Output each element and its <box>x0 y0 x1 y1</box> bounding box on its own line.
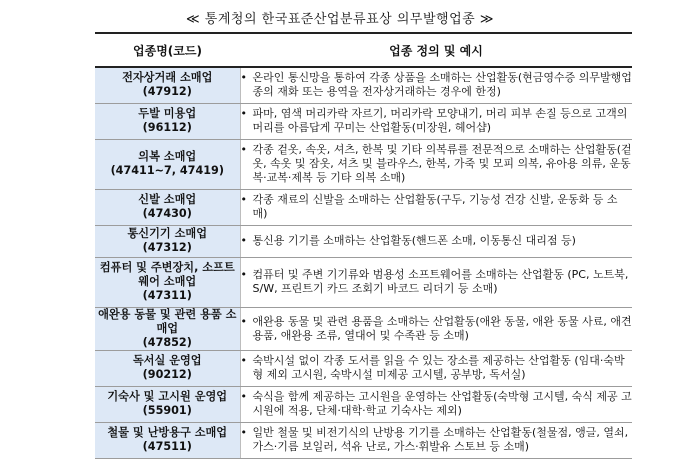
code-cell <box>95 307 240 350</box>
industry-description: 파마, 염색 머리카락 자르기, 머리카락 모양내기, 머리 피부 손질 등으로 고객의 머리를 아름답게 꾸미는 산업활동(미장원, 헤어샵) <box>252 107 628 134</box>
industry-description: 애완용 동물 및 관련 용품을 소매하는 산업활동(애완 동물, 애완 동물 사료, 애견 용품, 애완용 조류, 열대어 및 수족관 등 소매) <box>252 314 632 342</box>
header-code: 업종명(코드) <box>95 33 240 67</box>
code-cell <box>95 189 240 225</box>
industry-code: (47430) <box>142 207 192 220</box>
table-row <box>95 307 632 350</box>
desc-cell <box>240 422 632 458</box>
page-title: ≪ 통계청의 한국표준산업분류표상 의무발행업종 ≫ <box>186 12 494 27</box>
table-row <box>95 225 632 257</box>
desc-cell <box>240 307 632 350</box>
bullet-icon: • <box>240 314 247 328</box>
bullet-icon: • <box>240 143 247 156</box>
desc-cell <box>240 67 632 103</box>
table-row <box>95 67 632 103</box>
industry-name: 애완용 동물 및 관련 용품 소매업 <box>98 307 237 335</box>
industry-code: (47312) <box>142 241 192 254</box>
desc-cell <box>240 257 632 307</box>
desc-cell <box>240 103 632 139</box>
code-cell <box>95 386 240 422</box>
table-header-row <box>95 33 632 67</box>
industry-code: (47511) <box>142 440 192 453</box>
table-row <box>95 350 632 386</box>
header-desc: 업종 정의 및 예시 <box>240 33 632 67</box>
industry-description: 컴퓨터 및 주변 기기류와 범용성 소프트웨어를 소매하는 산업활동 (PC, 노트북, S/W, 프린트기 카드 조회기 바코드 리더기 등 소매) <box>252 268 629 295</box>
industry-description: 각종 겉옷, 속옷, 셔츠, 한복 및 기타 의복류를 전문적으로 소매하는 산업활동(겉옷, 속옷 및 잠옷, 셔츠 및 블라우스, 한복, 가죽 및 모피 의복, 유아용 의류, 운동복·교복·제복 등 기타 의복 소매) <box>252 143 632 184</box>
table-row <box>95 257 632 307</box>
industry-name: 컴퓨터 및 주변장치, 소프트웨어 소매업 <box>99 261 235 288</box>
industry-code: (47852) <box>142 335 192 349</box>
industry-description: 각종 재료의 신발을 소매하는 산업활동(구두, 기능성 건강 신발, 운동화 등 소매) <box>252 193 618 220</box>
industry-description: 숙식을 함께 제공하는 고시원을 운영하는 산업활동(숙박형 고시텔, 숙식 제공 고시원에 적용, 단체·대학·학교 기숙사는 제외) <box>252 390 632 417</box>
table-row <box>95 139 632 189</box>
table-row <box>95 103 632 139</box>
bullet-icon: • <box>240 268 247 281</box>
code-cell <box>95 103 240 139</box>
industry-code: (96112) <box>142 121 192 134</box>
table-row <box>95 189 632 225</box>
industry-code: (55901) <box>142 404 192 417</box>
industry-name: 신발 소매업 <box>138 193 197 206</box>
code-cell <box>95 67 240 103</box>
industry-description: 통신용 기기를 소매하는 산업활동(핸드폰 소매, 이동통신 대리점 등) <box>252 234 576 247</box>
industry-code: (90212) <box>142 368 192 381</box>
industry-code: (47411~7, 47419) <box>110 164 224 177</box>
code-cell <box>95 350 240 386</box>
industry-name: 기숙사 및 고시원 운영업 <box>107 390 228 403</box>
industry-name: 통신기기 소매업 <box>127 227 208 240</box>
industry-name: 철물 및 난방용구 소매업 <box>107 426 228 439</box>
bullet-icon: • <box>240 193 247 206</box>
industry-code: (47912) <box>142 85 192 99</box>
code-cell <box>95 225 240 257</box>
industry-name: 두발 미용업 <box>138 107 197 120</box>
table-row <box>95 422 632 458</box>
industry-name: 독서실 운영업 <box>132 354 202 367</box>
table-row <box>95 386 632 422</box>
bullet-icon: • <box>240 71 247 85</box>
desc-cell <box>240 350 632 386</box>
bullet-icon: • <box>240 354 247 367</box>
desc-cell <box>240 139 632 189</box>
industry-code: (47311) <box>142 289 192 302</box>
desc-cell <box>240 225 632 257</box>
code-cell <box>95 139 240 189</box>
industry-name: 의복 소매업 <box>138 150 197 163</box>
code-cell <box>95 422 240 458</box>
industry-description: 일반 철물 및 비전기식의 난방용 기기를 소매하는 산업활동(철물점, 앵글, 열쇠, 가스·기름 보일러, 석유 난로, 가스·휘발유 스토브 등 소매) <box>252 426 629 453</box>
industry-description: 숙박시설 없이 각종 도서를 읽을 수 있는 장소를 제공하는 산업활동 (임대·숙박형 제외 고시원, 숙박시설 미제공 고시텔, 공부방, 독서실) <box>252 354 625 381</box>
bullet-icon: • <box>240 107 247 120</box>
industry-name: 전자상거래 소매업 <box>122 71 213 85</box>
code-cell <box>95 257 240 307</box>
bullet-icon: • <box>240 390 247 403</box>
bullet-icon: • <box>240 426 247 439</box>
industry-table <box>95 32 632 459</box>
industry-description: 온라인 통신망을 통하여 각종 상품을 소매하는 산업활동(현금영수증 의무발행업종의 재화 또는 용역을 전자상거래하는 경우에 한정) <box>252 71 632 99</box>
bullet-icon: • <box>240 234 247 247</box>
desc-cell <box>240 386 632 422</box>
desc-cell <box>240 189 632 225</box>
